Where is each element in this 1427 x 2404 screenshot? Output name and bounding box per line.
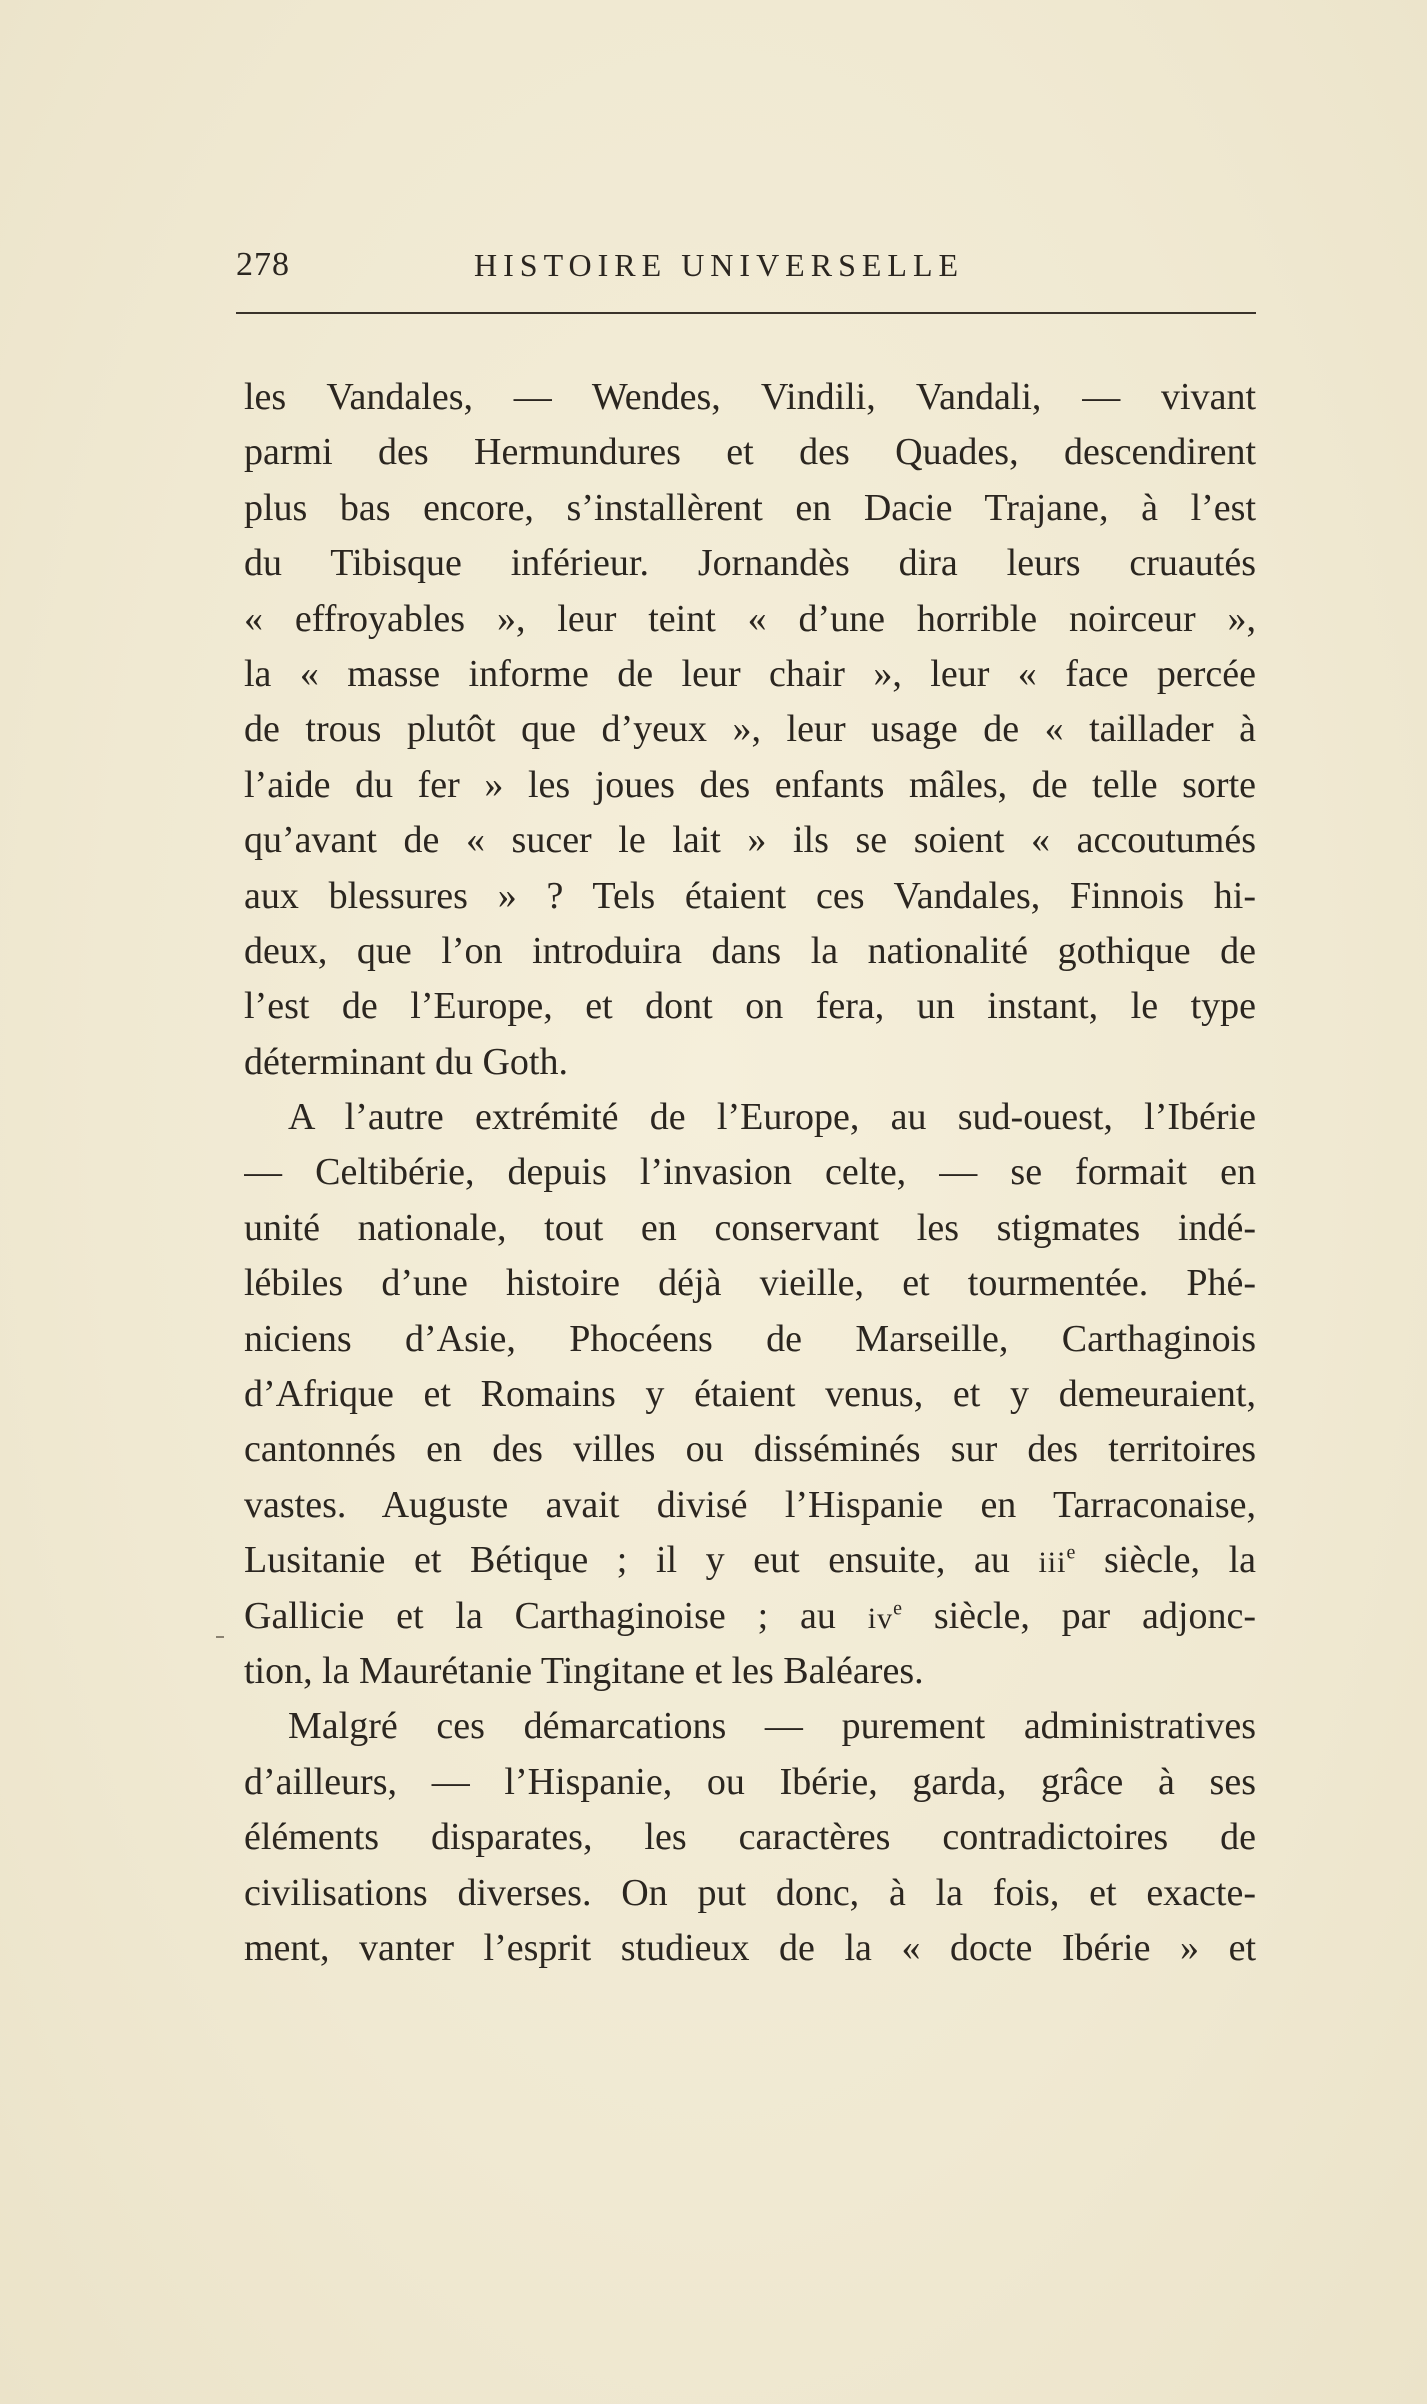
text-segment: Lusitanie et Bétique ; il y eut ensuite, au — [244, 1539, 1039, 1582]
page-header — [236, 240, 1256, 290]
text-line: parmi des Hermundures et des Quades, descendirent — [244, 431, 1256, 474]
text-line: de trous plutôt que d’yeux », leur usage de « taillader à — [244, 708, 1256, 751]
page-number: 278 — [236, 246, 290, 283]
text-line: niciens d’Asie, Phocéens de Marseille, Carthaginois — [244, 1317, 1256, 1360]
text-line: l’est de l’Europe, et dont on fera, un instant, le type — [244, 985, 1256, 1028]
text-line: qu’avant de « sucer le lait » ils se soient « accoutumés — [244, 819, 1256, 862]
text-segment: siècle, par adjonc- — [901, 1594, 1256, 1637]
roman-numeral: iv — [867, 1601, 894, 1635]
text-line — [244, 1589, 1256, 1644]
text-line — [244, 1533, 1256, 1588]
text-line: unité nationale, tout en conservant les stigmates indé- — [244, 1206, 1256, 1249]
text-line: « effroyables », leur teint « d’une horrible noirceur », — [244, 597, 1256, 640]
text-line: d’Afrique et Romains y étaient venus, et y demeuraient, — [244, 1373, 1256, 1416]
text-line: éléments disparates, les caractères contradictoires de — [244, 1816, 1256, 1859]
text-line: vastes. Auguste avait divisé l’Hispanie en Tarraconaise, — [244, 1483, 1256, 1526]
text-line: civilisations diverses. On put donc, à la fois, et exacte- — [244, 1871, 1256, 1914]
text-line: lébiles d’une histoire déjà vieille, et tourmentée. Phé- — [244, 1262, 1256, 1305]
text-line: les Vandales, — Wendes, Vindili, Vandali, — vivant — [244, 376, 1256, 418]
superscript: e — [1066, 1541, 1076, 1564]
text-line: la « masse informe de leur chair », leur « face percée — [244, 652, 1256, 695]
roman-numeral: iii — [1038, 1546, 1067, 1580]
text-line-paragraph-start: A l’autre extrémité de l’Europe, au sud-ouest, l’Ibérie — [288, 1096, 1256, 1139]
text-line: plus bas encore, s’installèrent en Dacie Trajane, à l’est — [244, 486, 1256, 529]
text-line-paragraph-end: tion, la Maurétanie Tingitane et les Baléares. — [244, 1649, 924, 1692]
text-segment: Gallicie et la Carthaginoise ; au — [244, 1594, 868, 1637]
text-line: d’ailleurs, — l’Hispanie, ou Ibérie, garda, grâce à ses — [244, 1760, 1256, 1803]
text-line: ment, vanter l’esprit studieux de la « docte Ibérie » et — [244, 1926, 1256, 1969]
text-line: — Celtibérie, depuis l’invasion celte, — se formait en — [244, 1151, 1256, 1194]
text-line-paragraph-end: déterminant du Goth. — [244, 1040, 568, 1083]
text-line: cantonnés en des villes ou disséminés sur des territoires — [244, 1428, 1256, 1471]
running-title: HISTOIRE UNIVERSELLE — [474, 247, 965, 283]
text-line: aux blessures » ? Tels étaient ces Vandales, Finnois hi- — [244, 874, 1256, 917]
text-line: l’aide du fer » les joues des enfants mâles, de telle sorte — [244, 763, 1256, 806]
text-segment: siècle, la — [1075, 1539, 1256, 1582]
text-line: deux, que l’on introduira dans la nationalité gothique de — [244, 929, 1256, 972]
body-text — [244, 370, 1256, 1976]
text-line: du Tibisque inférieur. Jornandès dira leurs cruautés — [244, 542, 1256, 585]
header-rule — [236, 312, 1256, 314]
superscript: e — [893, 1596, 902, 1619]
text-line-paragraph-start: Malgré ces démarcations — purement administratives — [288, 1705, 1256, 1748]
margin-mark — [216, 1636, 224, 1638]
